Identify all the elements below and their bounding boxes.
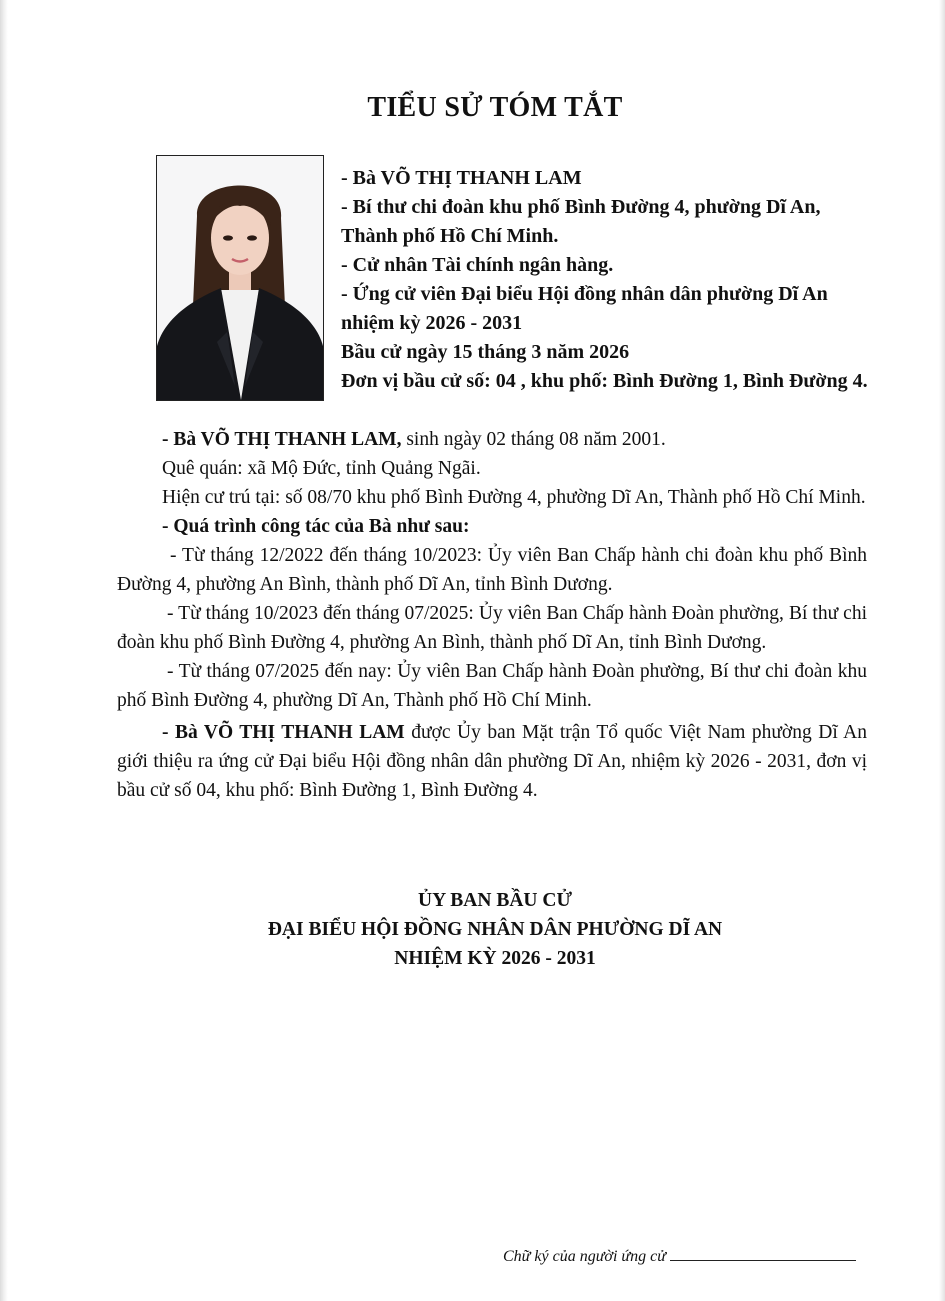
career-item: - Từ tháng 10/2023 đến tháng 07/2025: Ủy viên Ban Chấp hành Đoàn phường, Bí thư chi đoàn khu phố Bình Đường 4, phường An Bình, thành phố Dĩ An, tỉnh Bình Dương. — [117, 603, 867, 653]
nomination-paragraph — [117, 718, 867, 805]
signature-area — [503, 1246, 856, 1266]
bio-residence: Hiện cư trú tại: số 08/70 khu phố Bình Đường 4, phường Dĩ An, Thành phố Hồ Chí Minh. — [162, 487, 866, 508]
header-line-name: - Bà VÕ THỊ THANH LAM — [341, 167, 582, 189]
document-title: TIỂU SỬ TÓM TẮT — [367, 92, 623, 123]
career-heading: - Quá trình công tác của Bà như sau: — [162, 516, 470, 537]
bio-birth: sinh ngày 02 tháng 08 năm 2001. — [401, 429, 666, 450]
header-line-term: nhiệm kỳ 2026 - 2031 — [341, 312, 523, 334]
committee-line-2: ĐẠI BIỂU HỘI ĐỒNG NHÂN DÂN PHƯỜNG DĨ AN — [267, 919, 723, 940]
header-line-position: - Bí thư chi đoàn khu phố Bình Đường 4, phường Dĩ An, — [341, 196, 821, 218]
bio-birth-paragraph — [117, 425, 867, 454]
nomination-text: được Ủy ban Mặt trận Tổ quốc Việt Nam phường Dĩ An giới thiệu ra ứng cử Đại biểu Hội đồng nhân dân phường Dĩ An, nhiệm kỳ 2026 - 2031, đơn vị bầu cử số 04, khu phố: Bình Đường 1, Bình Đường 4. — [117, 722, 867, 801]
candidate-summary-header — [341, 164, 901, 396]
candidate-portrait-photo — [156, 155, 324, 401]
signature-line — [670, 1246, 856, 1261]
bio-name: - Bà VÕ THỊ THANH LAM, — [162, 429, 402, 450]
header-line-election-date: Bầu cử ngày 15 tháng 3 năm 2026 — [341, 341, 630, 363]
biography-body — [117, 425, 867, 805]
election-committee-block — [0, 886, 945, 973]
header-line-degree: - Cử nhân Tài chính ngân hàng. — [341, 254, 614, 276]
career-item: - Từ tháng 07/2025 đến nay: Ủy viên Ban Chấp hành Đoàn phường, Bí thư chi đoàn khu phố Bình Đường 4, phường Dĩ An, Thành phố Hồ Chí Minh. — [117, 661, 867, 711]
career-item: - Từ tháng 12/2022 đến tháng 10/2023: Ủy viên Ban Chấp hành chi đoàn khu phố Bình Đường 4, phường An Bình, thành phố Dĩ An, tỉnh Bình Dương. — [117, 545, 867, 595]
nomination-name: - Bà VÕ THỊ THANH LAM — [162, 722, 405, 743]
header-line-constituency: Đơn vị bầu cử số: 04 , khu phố: Bình Đường 1, Bình Đường 4. — [341, 370, 868, 392]
committee-line-1: ỦY BAN BẦU CỬ — [417, 890, 572, 911]
header-line-candidacy: - Ứng cử viên Đại biểu Hội đồng nhân dân phường Dĩ An — [341, 283, 828, 305]
committee-line-3: NHIỆM KỲ 2026 - 2031 — [394, 948, 596, 969]
bio-hometown: Quê quán: xã Mộ Đức, tỉnh Quảng Ngãi. — [162, 458, 481, 479]
signature-label: Chữ ký của người ứng cử — [503, 1248, 666, 1265]
header-line-position-cont: Thành phố Hồ Chí Minh. — [341, 225, 559, 247]
page-shadow-right — [939, 0, 945, 1301]
page-shadow-left — [0, 0, 8, 1301]
